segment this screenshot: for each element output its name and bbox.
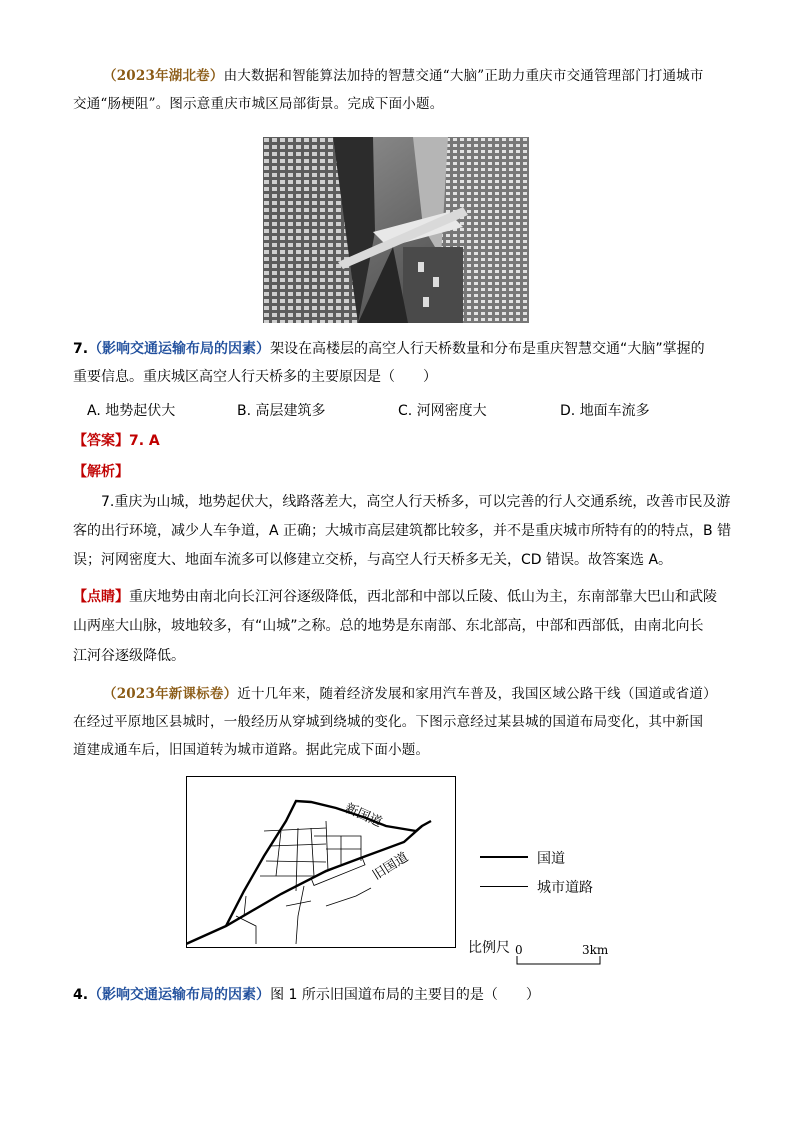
source-tag: （2023年湖北卷） [103, 68, 224, 84]
analysis-line-2: 客的出行环境，减少人车争道，A 正确；大城市高层建筑都比较多，并不是重庆城市所特有的的特点，B 错 [73, 523, 732, 539]
option-letter: A. [87, 403, 101, 419]
comment [73, 583, 733, 613]
option-c[interactable] [398, 400, 487, 420]
scale-label: 比例尺 [468, 940, 510, 956]
legend-city-line [480, 886, 528, 887]
legend-city-label: 城市道路 [537, 880, 593, 896]
old-road-label: 旧国道 [370, 849, 412, 884]
legend-national-line [480, 856, 528, 858]
passage-text: 近十几年来，随着经济发展和家用汽车普及，我国区域公路干线（国道或省道） [237, 686, 717, 702]
new-road-label: 新国道 [342, 800, 385, 831]
option-text: 地势起伏大 [105, 403, 176, 419]
answer-value: 7. A [129, 433, 160, 449]
option-text: 地面车流多 [579, 403, 650, 419]
legend-national-label: 国道 [537, 851, 565, 867]
passage-2 [103, 681, 733, 708]
passage-text: 由大数据和智能算法加持的智慧交通“大脑”正助力重庆市交通管理部门打通城市 [223, 68, 704, 84]
question-4 [73, 982, 733, 1008]
question-7 [73, 336, 733, 362]
scale-end: 3km [582, 943, 609, 957]
option-text: 高层建筑多 [255, 403, 326, 419]
analysis-label [73, 459, 129, 485]
answer [73, 428, 160, 454]
passage-1-line-2: 交通“肠梗阻”。图示意重庆市城区局部街景。完成下面小题。 [73, 96, 444, 112]
analysis-label-text: 【解析】 [73, 464, 129, 480]
option-text: 河网密度大 [416, 403, 487, 419]
option-letter: C. [398, 403, 413, 419]
question-text: 架设在高楼层的高空人行天桥数量和分布是重庆智慧交通“大脑”掌握的 [270, 341, 705, 357]
option-a[interactable] [87, 400, 175, 420]
passage-2-line-3: 道建成通车后，旧国道转为城市道路。据此完成下面小题。 [73, 742, 430, 758]
scale-zero: 0 [515, 943, 523, 957]
question-text: 图 1 所示旧国道布局的主要目的是（ ） [270, 987, 540, 1003]
option-d[interactable] [560, 400, 650, 420]
question-7-line-2: 重要信息。重庆城区高空人行天桥多的主要原因是（ ） [73, 369, 437, 385]
answer-label: 【答案】 [73, 433, 129, 449]
street-photo [263, 137, 529, 323]
comment-line-3: 江河谷逐级降低。 [73, 648, 185, 664]
analysis-line-3: 误；河网密度大、地面车流多可以修建立交桥，与高空人行天桥多无关，CD 错误。故答案选 A。 [73, 552, 673, 568]
passage-1 [103, 63, 733, 90]
road-map [186, 776, 456, 948]
source-tag: （2023年新课标卷） [103, 686, 238, 702]
question-tag: （影响交通运输布局的因素） [88, 341, 271, 357]
comment-line-2: 山两座大山脉，坡地较多，有“山城”之称。总的地势是东南部、东北部高，中部和西部低，由南北向长 [73, 618, 704, 634]
question-number: 4. [73, 987, 89, 1003]
question-tag: （影响交通运输布局的因素） [88, 987, 271, 1003]
comment-text: 重庆地势由南北向长江河谷逐级降低，西北部和中部以丘陵、低山为主，东南部靠大巴山和武陵 [129, 589, 717, 605]
analysis-line-1: 7.重庆为山城，地势起伏大，线路落差大，高空人行天桥多，可以完善的行人交通系统，改善市民及游 [101, 494, 731, 510]
comment-label: 【点睛】 [73, 589, 129, 605]
option-b[interactable] [237, 400, 326, 420]
question-number: 7. [73, 341, 89, 357]
option-letter: B. [237, 403, 252, 419]
passage-2-line-2: 在经过平原地区县城时，一般经历从穿城到绕城的变化。下图示意经过某县城的国道布局变化，其中新国 [73, 714, 704, 730]
option-letter: D. [560, 403, 576, 419]
scale-bar [516, 956, 602, 966]
